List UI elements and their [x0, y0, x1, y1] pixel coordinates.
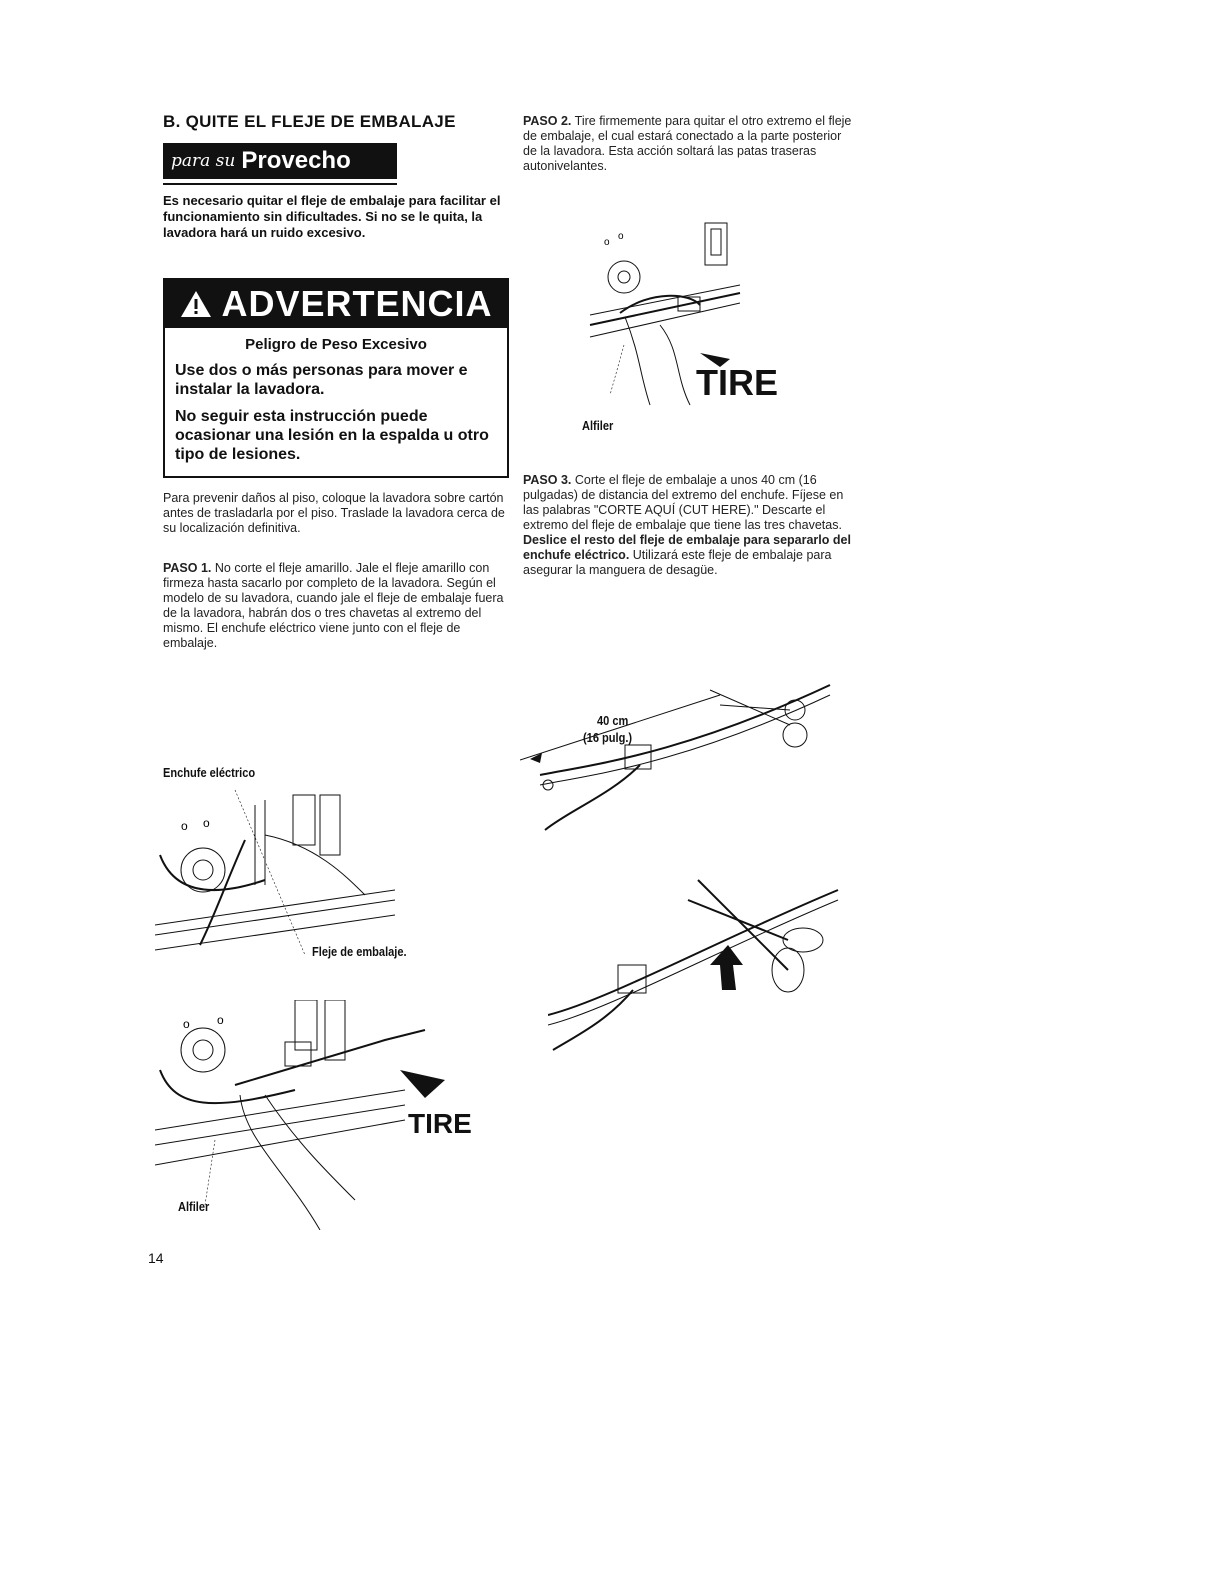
warning-line-1: Use dos o más personas para mover e instalar la lavadora.	[175, 362, 468, 398]
paso-1-paragraph	[163, 561, 511, 651]
paso-3-bold: Deslice el resto del fleje de embalaje para separarlo del enchufe eléctrico.	[523, 533, 851, 562]
paso-1-text: No corte el fleje amarillo. Jale el fleje amarillo con firmeza hasta sacarlo por completo de la lavadora. Según el modelo de su lavadora, cuando jale el fleje de embalaje fuera de la lavadora, habrán dos o tres chavetas al extremo del mismo. El enchufe eléctrico viene junto con el fleje de embalaje.	[163, 561, 504, 650]
svg-text:o: o	[203, 816, 210, 830]
paso-3-paragraph	[523, 473, 858, 578]
svg-text:o: o	[618, 231, 624, 242]
alfiler-label-top: Alfiler	[582, 418, 614, 433]
enchufe-label: Enchufe eléctrico	[163, 765, 256, 780]
illustration-measure-40cm	[520, 665, 840, 835]
paso-2-label: PASO 2.	[523, 114, 572, 128]
paso-3-label: PASO 3.	[523, 473, 572, 487]
brand-underline	[163, 183, 397, 185]
warning-box	[163, 278, 509, 478]
warning-triangle-icon	[179, 289, 213, 319]
warning-header	[165, 280, 507, 328]
alfiler-label-bottom: Alfiler	[178, 1199, 210, 1214]
svg-text:o: o	[181, 819, 188, 833]
paso-3-text-a: Corte el fleje de embalaje a unos 40 cm (16 pulgadas) de distancia del extremo del enchufe. Fíjese en las palabras "CORTE AQUÍ (CUT HERE)." Descarte el extremo del fleje de embalaje que tiene las tres chavetas.	[523, 473, 844, 532]
measure-cm-label: 40 cm	[597, 713, 629, 728]
warning-line-2: No seguir esta instrucción puede ocasionar una lesión en la espalda u otro tipo de lesiones.	[175, 408, 489, 463]
brand-script: para su	[171, 151, 236, 171]
paso-1-label: PASO 1.	[163, 561, 212, 575]
svg-text:o: o	[217, 1013, 224, 1027]
brand-bold: Provecho	[241, 147, 351, 174]
intro-paragraph: Es necesario quitar el fleje de embalaje para facilitar el funcionamiento sin dificultades. Si no se le quita, la lavadora hará un ruido excesivo.	[163, 193, 501, 240]
paso-2-paragraph	[523, 114, 853, 174]
svg-text:o: o	[604, 237, 610, 248]
warning-subtitle: Peligro de Peso Excesivo	[245, 336, 427, 353]
warning-title: ADVERTENCIA	[221, 283, 493, 324]
floor-protection-paragraph: Para prevenir daños al piso, coloque la lavadora sobre cartón antes de trasladarla por el piso. Traslade la lavadora cerca de su localización definitiva.	[163, 491, 505, 535]
measure-pulg-label: (16 pulg.)	[583, 730, 633, 745]
illustration-cut-strap	[548, 870, 848, 1055]
page-number: 14	[148, 1250, 164, 1266]
svg-text:o: o	[183, 1017, 190, 1031]
para-su-provecho-logo	[163, 143, 397, 179]
tire-label-top: TIRE	[696, 362, 779, 403]
tire-label-bottom: TIRE	[408, 1108, 472, 1139]
paso-3-text-b: Utilizará este fleje de embalaje para asegurar la manguera de desagüe.	[523, 548, 832, 577]
fleje-label: Fleje de embalaje.	[312, 944, 407, 959]
paso-2-text: Tire firmemente para quitar el otro extremo el fleje de embalaje, el cual estará conectado a la parte posterior de la lavadora. Esta acción soltará las patas traseras autonivelantes.	[523, 114, 852, 173]
section-title: B. QUITE EL FLEJE DE EMBALAJE	[163, 112, 456, 131]
illustration-pull-strap-front	[155, 785, 415, 965]
